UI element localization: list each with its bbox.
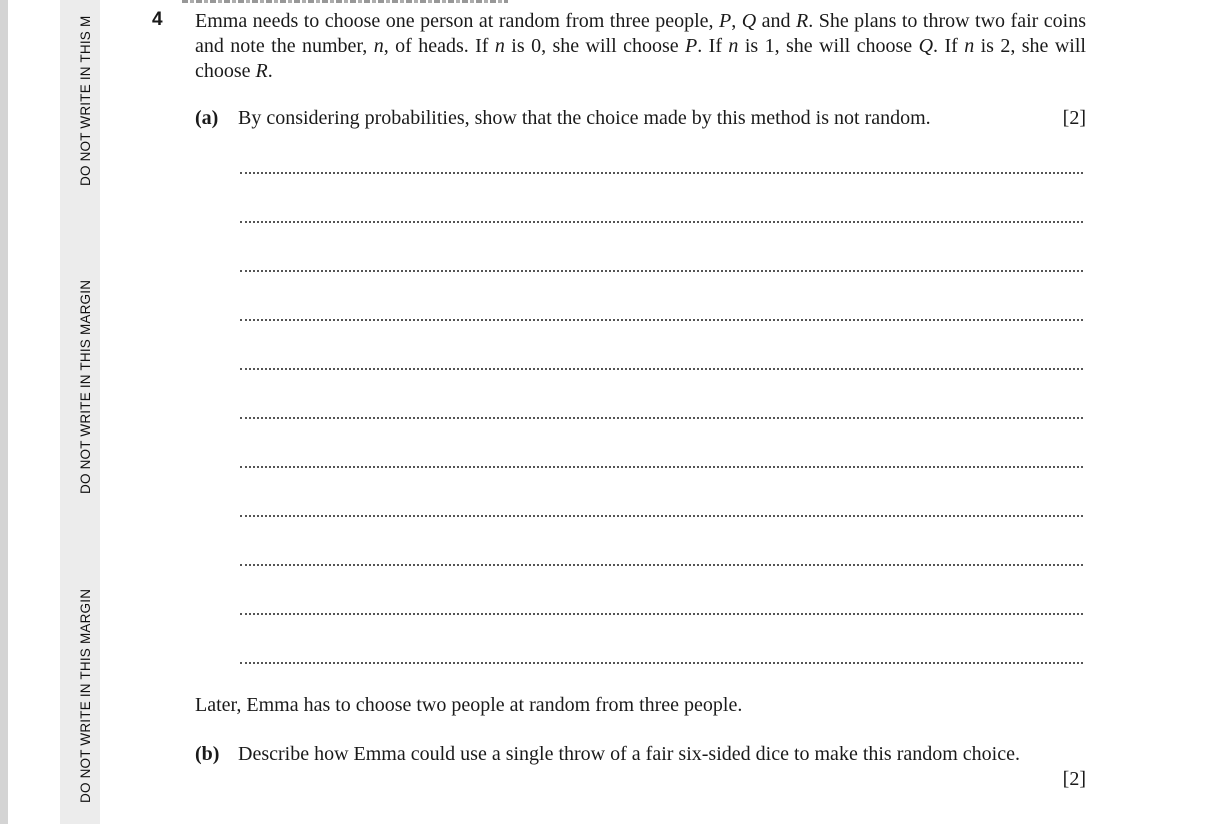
- page-edge-strip: [0, 0, 8, 824]
- margin-notice: DO NOT WRITE IN THIS MARGIN: [78, 279, 93, 494]
- part-a-text: By considering probabilities, show that the choice made by this method is not random.: [238, 107, 931, 129]
- part-b-marks: [2]: [1062, 768, 1086, 790]
- part-a-marks: [2]: [1062, 107, 1086, 129]
- margin-notice: DO NOT WRITE IN THIS MARGIN: [78, 588, 93, 803]
- cut-off-header-strip: [182, 0, 508, 3]
- question-stem: Emma needs to choose one person at random from three people, P, Q and R. She plans to throw two fair coins and note the number, n, of heads. If n is 0, she will choose P. If n is 1, she will choose Q. If n is 2, she will choose R.: [195, 10, 1086, 82]
- answer-line[interactable]: [240, 466, 1083, 468]
- margin-notice: DO NOT WRITE IN THIS M: [78, 15, 93, 186]
- answer-line[interactable]: [240, 221, 1083, 223]
- answer-line[interactable]: [240, 270, 1083, 272]
- transition-text: Later, Emma has to choose two people at random from three people.: [195, 694, 743, 716]
- part-b-text: Describe how Emma could use a single throw of a fair six-sided dice to make this random choice.: [238, 743, 1020, 765]
- answer-line[interactable]: [240, 613, 1083, 615]
- answer-line[interactable]: [240, 172, 1083, 174]
- answer-line[interactable]: [240, 515, 1083, 517]
- answer-line[interactable]: [240, 662, 1083, 664]
- answer-line[interactable]: [240, 319, 1083, 321]
- answer-line[interactable]: [240, 417, 1083, 419]
- part-a-label: (a): [195, 107, 219, 129]
- answer-line[interactable]: [240, 368, 1083, 370]
- question-number: 4: [152, 9, 163, 30]
- answer-line[interactable]: [240, 564, 1083, 566]
- part-b-label: (b): [195, 743, 220, 765]
